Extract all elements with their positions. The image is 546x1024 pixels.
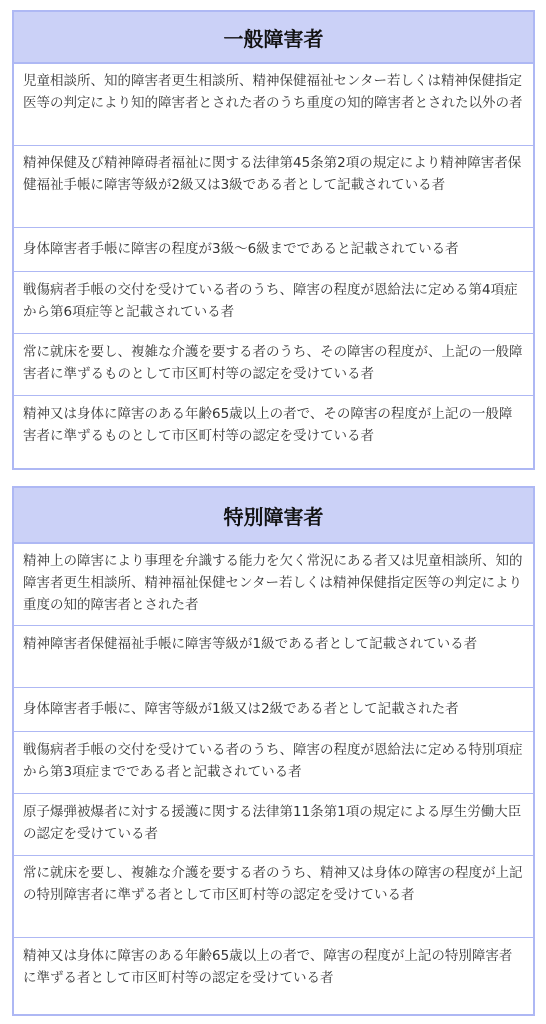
section-title-general: 一般障害者 — [14, 12, 533, 64]
section-title-special: 特別障害者 — [14, 488, 533, 544]
general-item-5: 常に就床を要し、複雑な介護を要する者のうち、その障害の程度が、上記の一般障害者に準ずるものとして市区町村等の認定を受けている者 — [14, 334, 533, 396]
general-item-3: 身体障害者手帳に障害の程度が3級～6級までであると記載されている者 — [14, 228, 533, 272]
special-item-5: 原子爆弾被爆者に対する援護に関する法律第11条第1項の規定による厚生労働大臣の認定を受けている者 — [14, 794, 533, 856]
special-item-4: 戦傷病者手帳の交付を受けている者のうち、障害の程度が恩給法に定める特別項症から第3項症までである者と記載されている者 — [14, 732, 533, 794]
special-item-6: 常に就床を要し、複雑な介護を要する者のうち、精神又は身体の障害の程度が上記の特別障害者に準ずる者として市区町村等の認定を受けている者 — [14, 856, 533, 938]
special-disability-section — [12, 486, 535, 1016]
general-item-2: 精神保健及び精神障碍者福祉に関する法律第45条第2項の規定により精神障害者保健福祉手帳に障害等級が2級又は3級である者として記載されている者 — [14, 146, 533, 228]
general-item-6: 精神又は身体に障害のある年齢65歳以上の者で、その障害の程度が上記の一般障害者に準ずるものとして市区町村等の認定を受けている者 — [23, 406, 513, 444]
special-item-1: 精神上の障害により事理を弁識する能力を欠く常況にある者又は児童相談所、知的障害者更生相談所、精神福祉保健センター若しくは精神保健指定医等の判定により重度の知的障害者とされた者 — [14, 544, 533, 626]
general-item-4: 戦傷病者手帳の交付を受けている者のうち、障害の程度が恩給法に定める第4項症から第6項症等と記載されている者 — [14, 272, 533, 334]
special-item-2: 精神障害者保健福祉手帳に障害等級が1級である者として記載されている者 — [14, 626, 533, 688]
general-disability-section — [12, 10, 535, 470]
general-item-1: 児童相談所、知的障害者更生相談所、精神保健福祉センター若しくは精神保健指定医等の判定により知的障害者とされた者のうち重度の知的障害者とされた以外の者 — [14, 64, 533, 146]
special-item-7: 精神又は身体に障害のある年齢65歳以上の者で、障害の程度が上記の特別障害者に準ずる者として市区町村等の認定を受けている者 — [23, 948, 513, 986]
special-item-3: 身体障害者手帳に、障害等級が1級又は2級である者として記載された者 — [14, 688, 533, 732]
